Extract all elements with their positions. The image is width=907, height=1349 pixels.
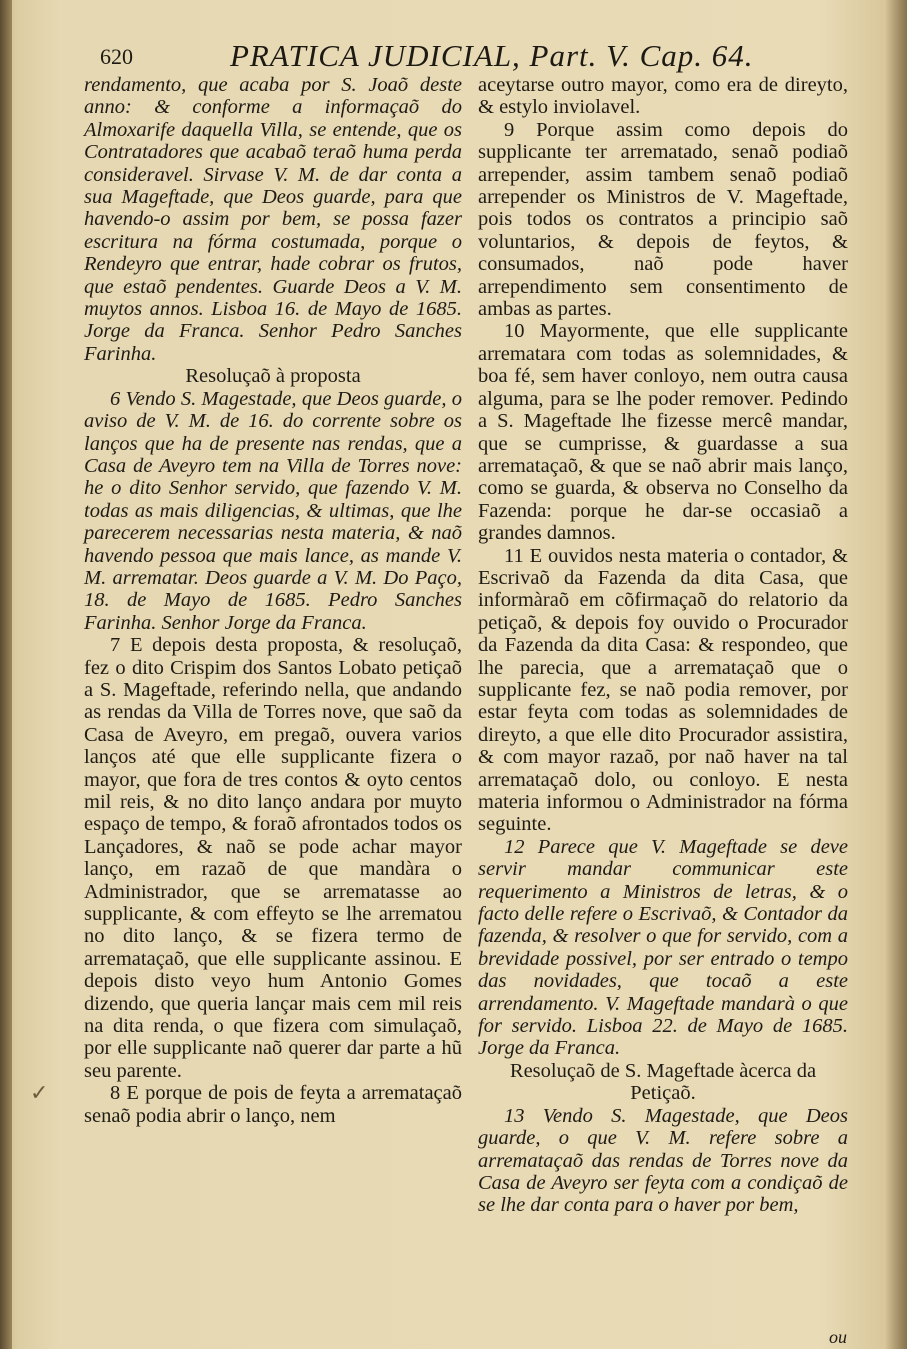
paragraph-8: 8 E porque de pois de feyta a arremataçaõ senaõ podia abrir o lanço, nem xyxy=(84,1082,462,1127)
paragraph-6: 6 Vendo S. Magestade, que Deos guarde, o aviso de V. M. de 16. do corrente sobre os lanços que ha de presente nas rendas, que a Casa de Aveyro tem na Villa de Torres nove: he o dito Senhor servido, que fazendo V. M. todas as mais diligencias, & ultimas, que lhe parecerem necessarias nesta materia, & naõ havendo pessoa que mais lance, as mande V. M. arrematar. Deos guarde a V. M. Do Paço, 18. de Mayo de 1685. Pedro Sanches Farinha. Senhor Jorge da Franca. xyxy=(84,387,462,634)
paragraph-7: 7 E depois desta proposta, & resoluçaõ, fez o dito Crispim dos Santos Lobato petiçaõ a S. Mageftade, referindo nella, que andando as rendas da Villa de Torres nove, que saõ da Casa de Aveyro, em pregaõ, ouvera varios lanços até que elle supplicante fizera o mayor, que fora de tres contos & oyto centos mil reis, & no dito lanço andara por muyto espaço de tempo, & foraõ afrontados todos os Lançadores, & naõ se pode achar mayor lanço, em razaõ de que mandàra o Administrador, que se arrematasse ao supplicante, & com effeyto se lhe arrematou no dito lanço, & se fizera termo de arremataçaõ, que elle supplicante assinou. E depois disto veyo hum Antonio Gomes dizendo, que queria lançar mais cem mil reis na dita renda, o que fizera com simulaçaõ, por elle supplicante naõ querer dar parte a hũ seu parente. xyxy=(84,634,462,1082)
heading-resolucao: Resoluçaõ à proposta xyxy=(185,365,361,388)
paragraph-9: 9 Porque assim como depois do supplicante ter arrematado, senaõ podiaõ arrepender, assim tambem senaõ podiaõ arrepender os Ministros de V. Mageftade, pois todos os contratos a principio saõ voluntarios, & depois de feytos, & consumados, naõ pode haver arrependimento sem consentimento de ambas as partes. xyxy=(478,118,848,321)
paragraph-13: 13 Vendo S. Magestade, que Deos guarde, o que V. M. refere sobre a arremataçaõ das rendas de Torres nove da Casa de Aveyro ser feyta com a condiçaõ de se lhe dar conta para o haver por bem, xyxy=(478,1104,848,1217)
catchword: ou xyxy=(829,1327,847,1347)
paragraph-5-cont: rendamento, que acaba por S. Joaõ deste anno: & conforme a informaçaõ do Almoxarife daquella Villa, se entende, que os Contratadores que acabaõ teraõ huma perda consideravel. Sirvase V. M. de dar conta a sua Mageftade, que Deos guarde, para que havendo-o assim por bem, se possa fazer escritura na fórma costumada, porque o Rendeyro que entrar, hade cobrar os frutos, que estaõ pendentes. Guarde Deos a V. M. muytos annos. Lisboa 16. de Mayo de 1685. Jorge da Franca. Senhor Pedro Sanches Farinha. xyxy=(84,74,462,365)
book-binding xyxy=(0,0,12,1349)
paragraph-11: 11 E ouvidos nesta materia o contador, & Escrivaõ da Fazenda da dita Casa, que informàraõ em cõfirmaçaõ do relatorio da petiçaõ, & depois foy ouvido o Procurador da Fazenda da dita Casa: & respondeo, que lhe parecia, que a arremataçaõ que o supplicante fez, se naõ podia remover, por estar feyta com todas as solemnidades de direyto, a que elle dito Procurador assistira, & com mayor razaõ, por naõ haver na tal arremataçaõ dolo, ou conloyo. E nesta materia informou o Administrador na fórma seguinte. xyxy=(478,544,848,836)
paragraph-10: 10 Mayormente, que elle supplicante arrematara com todas as solemnidades, & boa fé, sem haver conloyo, nem outra causa alguma, para se lhe poder remover. Pedindo a S. Mageftade lhe fizesse mercê mandar, que se cumprisse, & guardasse a sua arremataçaõ, & que se naõ abrir mais lanço, como se guarda, & observa no Conselho da Fazenda: porque he dar-se occasiaõ a grandes damnos. xyxy=(478,320,848,545)
paragraph-8-cont: aceytarse outro mayor, como era de direyto, & estylo inviolavel. xyxy=(478,74,848,119)
running-title: PRATICA JUDICIAL, Part. V. Cap. 64. xyxy=(230,38,754,73)
page-edge-shadow xyxy=(885,0,907,1349)
right-column xyxy=(478,74,848,1217)
left-column xyxy=(84,74,462,1127)
page-header xyxy=(90,36,880,76)
margin-mark: ✓ xyxy=(30,1080,49,1105)
paragraph-12: 12 Parece que V. Mageftade se deve servir mandar communicar este requerimento a Ministros de letras, & o facto delle refere o Escrivaõ, & Contador da fazenda, & resolver o que for servido, com a brevidade possivel, por ser entrado o tempo das novidades, que tocaõ a este arrendamento. V. Mageftade mandarà o que for servido. Lisboa 22. de Mayo de 1685. Jorge da Franca. xyxy=(478,835,848,1060)
heading-resolucao-peticao: Resoluçaõ de S. Mageftade àcerca da Petiçaõ. xyxy=(509,1059,817,1105)
page-number: 620 xyxy=(100,44,133,69)
